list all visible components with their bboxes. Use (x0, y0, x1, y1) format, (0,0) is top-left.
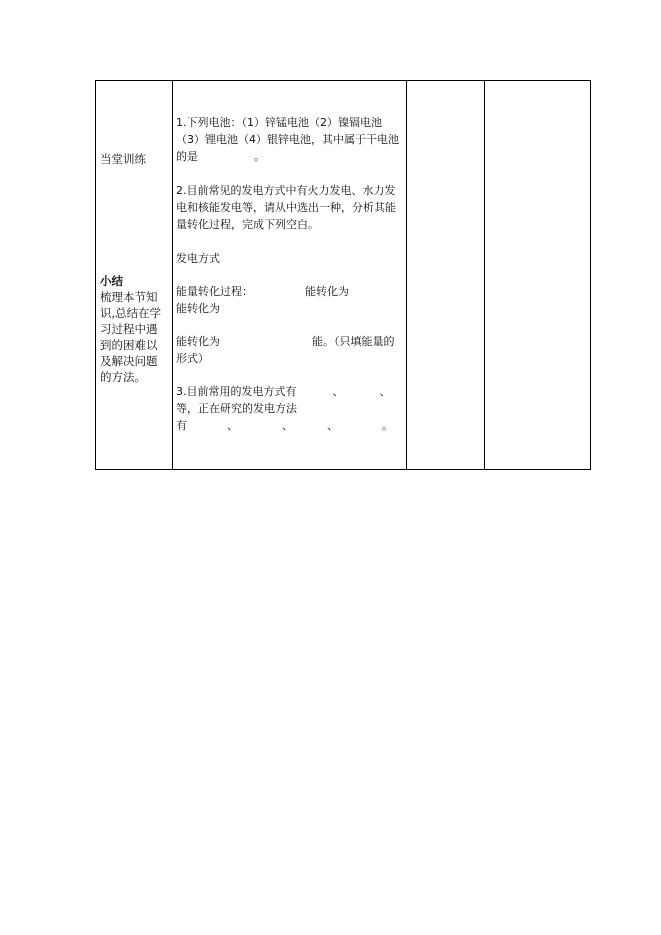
convert-to-1: 能转化为 (305, 285, 349, 298)
q3-end: 。 (382, 419, 393, 432)
process-label: 能量转化过程： (176, 285, 253, 298)
q3-sep: 、 (379, 385, 391, 398)
q3-sep: 、 (282, 419, 293, 432)
q3-sep: 、 (332, 385, 344, 398)
summary-title: 小结 (100, 274, 123, 288)
exercise-q3 (176, 383, 402, 434)
column-divider-1 (172, 81, 173, 469)
convert-to-3: 能转化为 (176, 335, 220, 348)
q3-etc: 等，正在研究的发电方法 (176, 402, 297, 415)
q3-you: 有 (176, 419, 187, 432)
energy-end-line (176, 333, 402, 367)
exercise-q1 (176, 114, 402, 165)
column-divider-3 (484, 81, 485, 469)
summary-text: 梳理本节知识,总结在学习过程中遇到的困难以及解决问题的方法。 (100, 290, 162, 384)
q1-end: 。 (254, 150, 265, 163)
convert-to-2: 能转化为 (176, 302, 220, 315)
energy-process-line (176, 283, 402, 317)
practice-label: 当堂训练 (100, 152, 146, 166)
q3-text-start: 3.目前常用的发电方式有 (176, 385, 297, 398)
q3-sep: 、 (227, 419, 238, 432)
method-label: 发电方式 (176, 252, 220, 265)
q3-sep: 、 (327, 419, 338, 432)
lesson-table (95, 80, 591, 470)
exercise-q2: 2.目前常见的发电方式中有火力发电、水力发电和核能发电等，请从中选出一种，分析其能量转化过程，完成下列空白。 (176, 184, 396, 231)
q1-text: 1.下列电池：（1）锌锰电池（2）镍镉电池（3）锂电池（4）银锌电池，其中属于干电池的是 (176, 116, 399, 163)
column-divider-2 (406, 81, 407, 469)
energy-end: 能。（只填能量的形式） (176, 335, 395, 365)
summary-block (100, 273, 168, 385)
